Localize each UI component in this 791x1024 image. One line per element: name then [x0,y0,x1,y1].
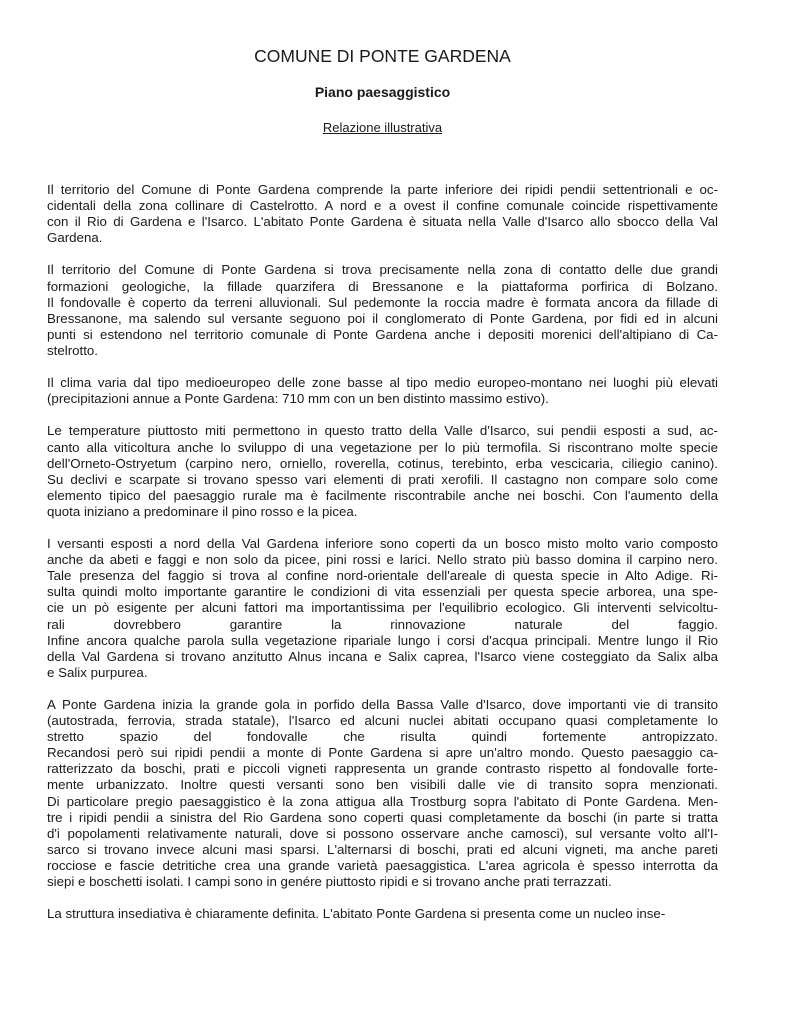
text-line: Tale presenza del faggio si trova al confine nord-orientale dell'areale di questa specie in Alto Adige. Ri- [47,568,718,584]
text-line: canto alla viticoltura anche lo sviluppo di una vegetazione per lo più termofila. Si riscontrano molte specie [47,439,718,455]
text-line: Bressanone, ma salendo sul versante seguono poi il conglomerato di Ponte Gardena, por fidi ed in alcuni [47,310,718,326]
page-title: COMUNE DI PONTE GARDENA [254,46,511,66]
text-line: Il clima varia dal tipo medioeuropeo delle zone basse al tipo medio europeo-montano nei luoghi più elevati [47,375,718,391]
text-line: A Ponte Gardena inizia la grande gola in porfido della Bassa Valle d'Isarco, dove importanti vie di transito [47,697,718,712]
document-body [47,182,718,938]
text-line: Di particolare pregio paesaggistico è la zona attigua alla Trostburg sopra l'abitato di Ponte Gardena. Men- [47,793,718,809]
text-line: stretto spazio del fondovalle che risulta quindi fortemente antropizzato. [47,729,718,745]
text-line: d'i popolamenti relativamente naturali, dove si possono osservare anche camosci), sul versante volto all'I- [47,825,718,841]
text-line: con il Rio di Gardena e l'Isarco. L'abitato Ponte Gardena è situata nella Valle d'Isarco allo sbocco della Val [47,214,718,230]
paragraph [47,262,718,359]
text-line: Gardena. [47,230,103,246]
paragraph [47,906,718,922]
text-line: anche da abeti e faggi e non solo da picee, pini rossi e larici. Nello strato più basso domina il carpino nero. [47,552,718,568]
paragraph [47,423,718,520]
text-line: Il fondovalle è coperto da terreni alluvionali. Sul pedemonte la roccia madre è formata ancora da fillade di [47,294,718,310]
text-line: Recandosi però sui ripidi pendii a monte di Ponte Gardena si apre un'altro mondo. Questo paesaggio ca- [47,745,718,761]
text-line: sarco si trovano invece alcuni masi sparsi. L'alternarsi di boschi, prati ed alcuni vigneti, ma anche pareti [47,841,718,857]
text-line: I versanti esposti a nord della Val Gardena inferiore sono coperti da un bosco misto molto vario composto [47,536,718,552]
text-line: stelrotto. [47,342,98,358]
paragraph [47,536,718,681]
text-line: della Val Gardena si trovano anzitutto Alnus incana e Salix caprea, l'Isarco viene costeggiato da Salix alba [47,648,718,664]
text-line: Il territorio del Comune di Ponte Gardena comprende la parte inferiore dei ripidi pendii settentrionali e oc- [47,182,718,197]
text-line: punti si estendono nel territorio comunale di Ponte Gardena anche i depositi morenici dell'altipiano di Ca- [47,326,718,342]
text-line: elemento tipico del paesaggio rurale ma è facilmente riscontrabile anche nei boschi. Con l'aumento della [47,487,718,503]
text-line: ratterizzato da boschi, prati e piccoli vigneti rappresenta un grande contrasto rispetto al fondovalle forte- [47,761,718,777]
text-line: quota iniziano a predominare il pino rosso e la picea. [47,503,358,519]
text-line: (precipitazioni annue a Ponte Gardena: 710 mm con un ben distinto massimo estivo). [47,391,549,407]
text-line: cidentali della zona collinare di Castelrotto. A nord e a ovest il confine comunale coincide rispettivamente [47,198,718,214]
text-line: La struttura insediativa è chiaramente definita. L'abitato Ponte Gardena si presenta come un nucleo inse- [47,906,666,922]
text-line: Infine ancora qualche parola sulla vegetazione ripariale lungo i corsi d'acqua principali. Mentre lungo il Rio [47,632,718,648]
text-line: formazioni geologiche, la fillade quarzifera di Bressanone e la piattaforma porfirica di Bolzano. [47,278,718,294]
text-line: cie un pò esigente per alcuni fattori ma importantissima per l'equilibrio ecologico. Gli interventi selvicoltu- [47,600,718,616]
section-heading: Relazione illustrativa [322,120,443,135]
text-line: tre i ripidi pendii a sinistra del Rio Gardena sono coperti quasi completamente da boschi (in parte si tratta [47,809,718,825]
text-line: dell'Orneto-Ostryetum (carpino nero, orniello, roverella, cotinus, terebinto, erba vescicaria, ciliegio canino). [47,455,718,471]
text-line: sulta quindi molto importante garantire le condizioni di vita essenziali per questa specie arborea, una spe- [47,584,718,600]
text-line: rocciose e fascie detritiche crea una grande varietà paesaggistica. L'area agricola è spesso interrotta da [47,857,718,873]
text-line: rali dovrebbero garantire la rinnovazione naturale del faggio. [47,616,718,632]
text-line: (autostrada, ferrovia, strada statale), l'Isarco ed alcuni nuclei abitati occupano quasi completamente lo [47,713,718,729]
paragraph [47,697,718,890]
text-line: e Salix purpurea. [47,664,148,680]
text-line: mente urbanizzato. Inoltre questi versanti sono ben visibili dalle vie di transito sopra menzionati. [47,777,718,793]
text-line: siepi e boschetti isolati. I campi sono in genére piuttosto ripidi e si trovano anche prati terrazzati. [47,874,612,890]
text-line: Il territorio del Comune di Ponte Gardena si trova precisamente nella zona di contatto delle due grandi [47,262,718,278]
text-line: Le temperature piuttosto miti permettono in questo tratto della Valle d'Isarco, sui pendii esposti a sud, ac- [47,423,718,439]
text-line: Su declivi e scarpate si trovano spesso vari elementi di prati xerofili. Il castagno non compare solo come [47,471,718,487]
page-subtitle: Piano paesaggistico [314,84,451,100]
paragraph [47,182,718,246]
paragraph [47,375,718,407]
